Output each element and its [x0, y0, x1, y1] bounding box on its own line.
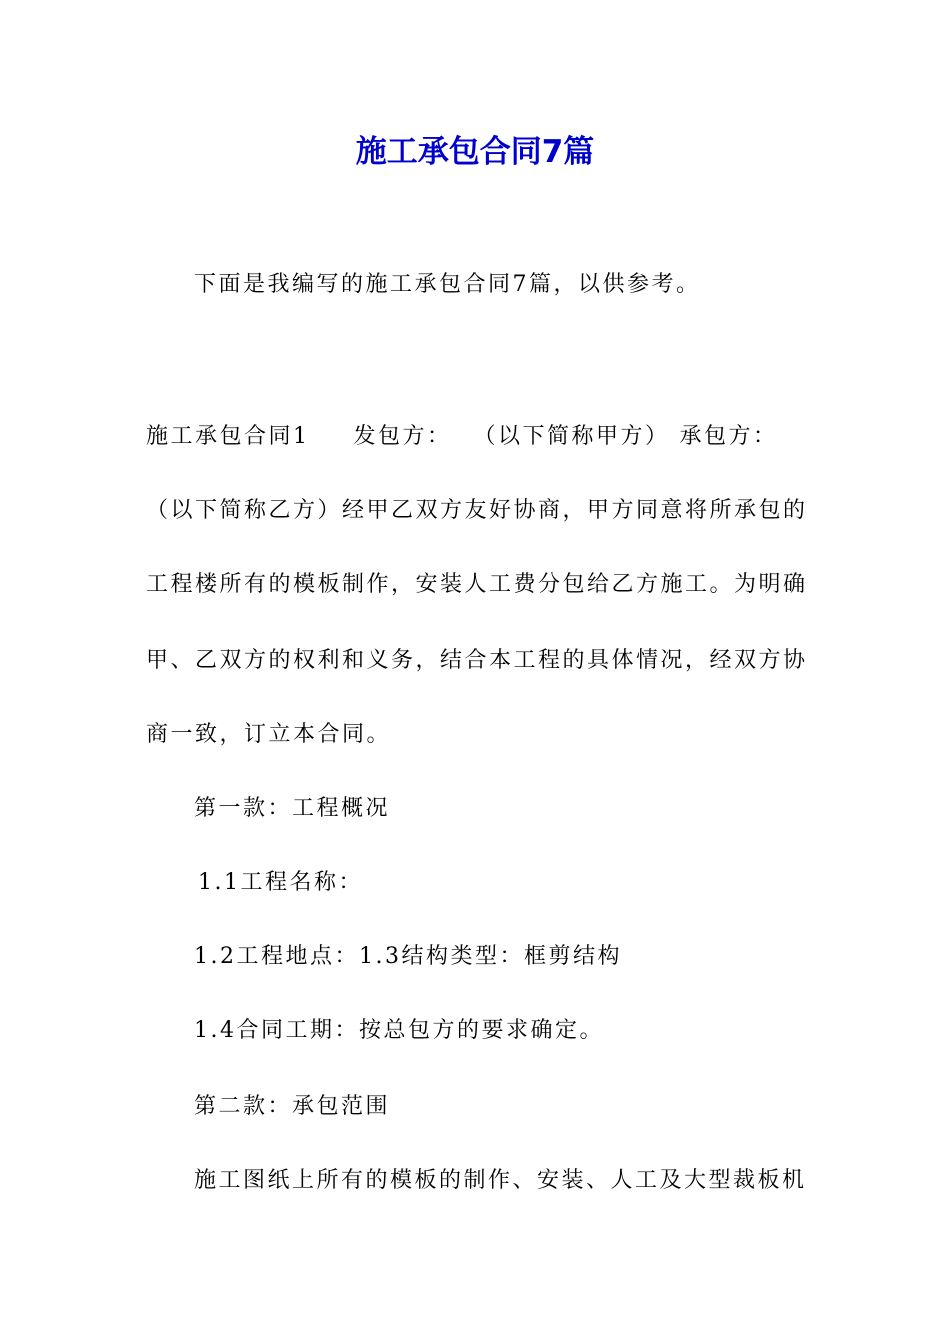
paragraph-line: 商一致，订立本合同。	[146, 722, 392, 747]
item-1-1: 1.1工程名称：	[198, 870, 363, 895]
clause-2-text: 施工图纸上所有的模板的制作、安装、人工及大型裁板机	[194, 1168, 807, 1193]
party-b-label: 承包方：	[679, 424, 778, 449]
party-a-label: 发包方：	[353, 424, 452, 449]
clause-1-title: 第一款：工程概况	[194, 796, 391, 821]
document-title: 施工承包合同7篇	[355, 134, 595, 170]
paragraph-line: （以下简称乙方）经甲乙双方友好协商，甲方同意将所承包的	[146, 498, 808, 523]
contract-parties-line	[146, 420, 826, 454]
item-1-2-1-3: 1.2工程地点：1.3结构类型：框剪结构	[194, 944, 622, 969]
intro-paragraph: 下面是我编写的施工承包合同7篇，以供参考。	[194, 272, 701, 297]
paragraph-line: 甲、乙双方的权利和义务，结合本工程的具体情况，经双方协	[146, 648, 808, 673]
contract-heading: 施工承包合同1	[146, 424, 310, 449]
clause-2-title: 第二款：承包范围	[194, 1094, 391, 1119]
item-1-4: 1.4合同工期：按总包方的要求确定。	[194, 1018, 604, 1043]
party-a-note: （以下简称甲方）	[473, 424, 670, 449]
paragraph-line: 工程楼所有的模板制作，安装人工费分包给乙方施工。为明确	[146, 572, 808, 597]
